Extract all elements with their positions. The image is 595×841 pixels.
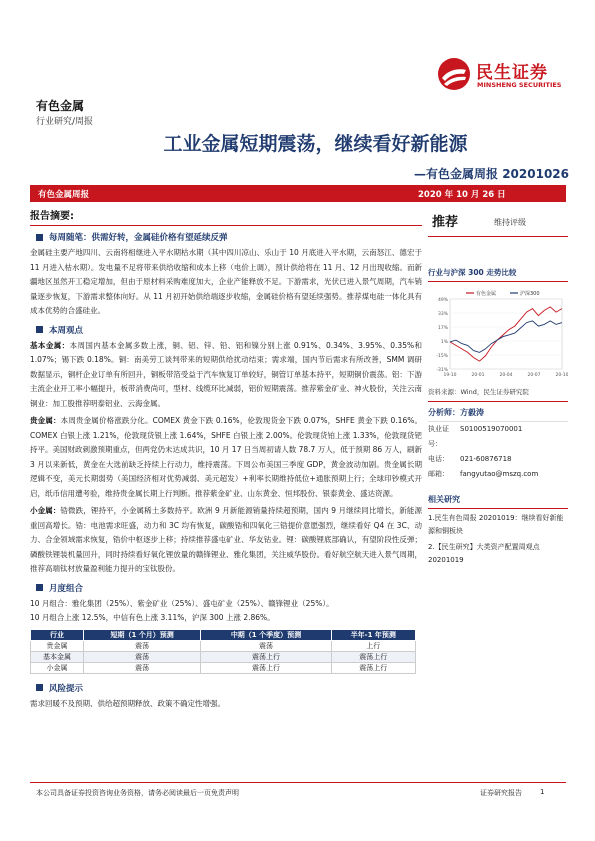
minor-metals-text: 锆微跌，锂持平，小金属稀土多数持平。欧洲 9 月新能源销量持续超预期，国内 9 月继续同比增长，新能源重回高增长。锆：电池需求旺盛，动力和 3C 均有恢复，碳酸锆和四氧化三锆提价意愿强烈，继续看好 Q4 在 3C、动力、合金领域需求恢复，锆价中枢逐步上移；持续推荐盛屯矿业、华友钴业。锂：碳酸锂底部确认，有望阶段性反弹；磷酸铁锂装机量回升，同时持续看好氧化锂放量的赣锋锂业、雅化集团，关注威华股份。看好航空航天进入景气周期，推荐高端钛材放量盈利能力提升的宝钛股份。 bbox=[30, 506, 423, 573]
x-tick-label: 20-01 bbox=[471, 373, 485, 378]
brand-logo bbox=[436, 56, 566, 96]
page-subtitle: —有色金属周报 20201026 bbox=[414, 167, 569, 181]
portfolio-line-1: 10 月组合：雅化集团（25%）、紫金矿业（25%）、盛屯矿业（25%）、赣锋锂业（25%）。 bbox=[30, 598, 334, 608]
precious-metals-paragraph bbox=[30, 414, 422, 501]
table-header-cell: 半年-1 年预测 bbox=[331, 629, 415, 640]
table-cell: 震荡 bbox=[83, 651, 200, 662]
page-number: 1 bbox=[540, 788, 545, 796]
table-header-cell: 中期（1 个季度）预测 bbox=[201, 629, 331, 640]
table-row bbox=[31, 662, 416, 673]
square-bullet-icon bbox=[36, 684, 43, 691]
square-bullet-icon bbox=[36, 234, 43, 241]
rating-block bbox=[428, 207, 568, 237]
section-title: 风险提示 bbox=[49, 683, 84, 694]
analyst-key: 邮箱： bbox=[428, 470, 449, 478]
analyst-row bbox=[428, 452, 568, 467]
minor-metals-label: 小金属： bbox=[30, 506, 61, 515]
table-header-row bbox=[31, 629, 416, 640]
table-cell: 上行 bbox=[331, 640, 415, 651]
section-title: 月度组合 bbox=[49, 583, 84, 594]
table-cell: 小金属 bbox=[31, 662, 84, 673]
analyst-heading: 分析师：方毅涛 bbox=[428, 407, 568, 422]
summary-heading: 报告摘要: bbox=[30, 207, 422, 226]
table-cell: 震荡上行 bbox=[331, 662, 415, 673]
table-cell: 震荡 bbox=[83, 640, 200, 651]
section-title: 每周随笔：供需好转，金属硅价格有望延续反弹 bbox=[49, 233, 228, 243]
brand-name-cn: 民生证券 bbox=[476, 63, 548, 83]
table-header-cell: 行业 bbox=[31, 629, 84, 640]
square-bullet-icon bbox=[36, 326, 43, 333]
analyst-value: S0100519070001 bbox=[460, 425, 523, 433]
band-report-name: 有色金属周报 bbox=[38, 190, 90, 200]
chart-source: 资料来源：Wind，民生证券研究院 bbox=[428, 387, 568, 402]
table-cell: 震荡 bbox=[83, 662, 200, 673]
footer-label: 证券研究报告 bbox=[480, 789, 522, 797]
square-bullet-icon bbox=[36, 584, 43, 591]
section-heading-portfolio bbox=[36, 582, 422, 594]
x-tick-label: 20-07 bbox=[527, 373, 541, 378]
footer-disclaimer: 本公司具备证券投资咨询业务资格，请务必阅读最后一页免责声明 bbox=[36, 789, 239, 797]
header-band bbox=[30, 185, 566, 202]
table-cell: 震荡 bbox=[201, 640, 331, 651]
y-tick-label: 1% bbox=[440, 340, 448, 345]
table-row bbox=[31, 640, 416, 651]
legend-label: 有色金属 bbox=[476, 291, 497, 297]
analyst-row bbox=[428, 467, 568, 482]
related-item[interactable]: 1.民生有色周报 20201019：继续看好新能源和铜板块 bbox=[428, 514, 564, 535]
y-tick-label: 33% bbox=[437, 312, 448, 317]
related-item[interactable]: 2.【民生研究】大类资产配置周观点 20201019 bbox=[428, 543, 540, 564]
table-cell: 震荡上行 bbox=[331, 651, 415, 662]
rating-label: 推荐 bbox=[432, 215, 459, 230]
base-metals-label: 基本金属： bbox=[30, 340, 70, 350]
x-tick-label: 20-04 bbox=[499, 373, 513, 378]
performance-chart bbox=[428, 285, 568, 383]
analyst-row bbox=[428, 422, 568, 452]
summary-column bbox=[30, 207, 422, 714]
section-heading-essay bbox=[36, 231, 422, 243]
related-heading: 相关研究 bbox=[428, 494, 568, 509]
minor-metals-paragraph bbox=[30, 504, 422, 577]
band-date: 2020 年 10 月 26 日 bbox=[418, 190, 506, 200]
chart-title: 行业与沪深 300 走势比较 bbox=[428, 267, 568, 282]
sidebar-column bbox=[428, 207, 568, 567]
rating-note: 维持评级 bbox=[494, 218, 526, 227]
page-title: 工业金属短期震荡，继续看好新能源 bbox=[163, 133, 468, 155]
analyst-value: 021-60876718 bbox=[460, 455, 512, 463]
x-tick-label: 20-10 bbox=[555, 373, 568, 378]
forecast-table bbox=[30, 629, 416, 674]
section-heading-risk bbox=[36, 682, 422, 694]
base-metals-text: 本周国内基本金属多数上涨，铜、铝、锌、铅、铝和镍分别上涨 0.91%、0.34%、3.95%、0.35%和 1.07%；锡下跌 0.18%。铜：南美劳工谈判带来的短期供给扰动结束；需求端，国内节后需求有所改善，SMM 调研数据显示，铜杆企业订单有所回升，铜板带箔受益于汽车恢复订单较好，铜管订单基本持平，短期铜价震荡。铝：下游主流企业开工率小幅提升，板带消费尚可，型材、线缆环比减弱，铝价短期震荡。推荐紫金矿业、神火股份，关注云南铜业：加工股推荐明泰铝业、云海金属。 bbox=[30, 340, 423, 408]
y-tick-label: -15% bbox=[436, 354, 448, 359]
table-cell: 贵金属 bbox=[31, 640, 84, 651]
x-tick-label: 19-10 bbox=[443, 373, 457, 378]
y-tick-label: 49% bbox=[437, 298, 448, 303]
performance-chart-svg bbox=[428, 285, 568, 383]
essay-paragraph: 金属硅主要产地四川、云南将相继进入平水期枯水期（其中四川凉山、乐山于 10 月底进入平水期，云南怒江、德宏于 11 月进入枯水期）。发电量不足将带来供给收缩和成本上移（电价上调），预计供给将在 11 月、12 月出现收缩。而新疆地区虽然开工稳定增加，但由于原材料采购难度加大，企业产能释放不足。下游需求，光伏已进入景气周期，汽车销量逐步恢复，下游需求整体向好。从 11 月初开始供给端逐步收缩，金属硅价格有望延续强势。推荐煤电硅一体化具有成本优势的合盛硅业。 bbox=[30, 248, 422, 315]
table-cell: 震荡上行 bbox=[201, 651, 331, 662]
brand-name-en: MINSHENG SECURITIES bbox=[477, 81, 562, 89]
base-metals-paragraph bbox=[30, 339, 422, 412]
sector-label: 有色金属 bbox=[36, 99, 85, 113]
y-tick-label: 17% bbox=[437, 326, 448, 331]
analyst-key: 电话： bbox=[428, 455, 449, 463]
section-title: 本周观点 bbox=[49, 325, 84, 336]
analyst-email[interactable]: fangyutao@mszq.com bbox=[460, 470, 539, 478]
brand-mark-icon bbox=[436, 56, 472, 92]
section-heading-views bbox=[36, 324, 422, 336]
precious-metals-label: 贵金属： bbox=[30, 416, 61, 425]
table-cell: 基本金属 bbox=[31, 651, 84, 662]
y-tick-label: -31% bbox=[436, 368, 448, 373]
footer-divider bbox=[30, 782, 566, 783]
precious-metals-text: 本周贵金属价格涨跌分化。COMEX 黄金下跌 0.16%，伦敦现货金下跌 0.07%，SHFE 黄金下跌 0.16%。COMEX 白银上涨 1.21%，伦敦现货银上涨 1.64%，SHFE 白银上涨 2.00%。伦敦现货铂上涨 1.33%，伦敦现货钯持平。美国财政刺激预期重点，但两党仍未达成共识，10 月 17 日当周初请人数 78.7 万人，低于预期 86 万人，刷新 3 月以来新低，黄金在大选前缺乏持续上行动力，维持震荡。下周公布美国三季度 GDP，黄金波动加剧。贵金属长期逻辑不变，美元长期弱势（美国经济相对优势减弱、美元超发）+利率长期维持低位+通胀预期上行；全球印钞模式开启，纸币信用遭考验，维持贵金属长期上行判断。推荐紫金矿业、山东黄金、恒邦股份、银泰黄金、盛达资源。 bbox=[30, 416, 423, 498]
risk-paragraph: 需求回暖不及预期、供给超预期释放、政策不确定性增强。 bbox=[30, 698, 225, 708]
report-type: 行业研究/周报 bbox=[36, 117, 94, 127]
legend-label: 沪深300 bbox=[520, 291, 540, 297]
analyst-key: 执业证号： bbox=[428, 425, 449, 448]
portfolio-line-2: 10 月组合上涨 12.5%，中信有色上涨 3.11%，沪深 300 上涨 2.86%。 bbox=[30, 613, 275, 622]
table-header-cell: 短期（1 个月）预测 bbox=[83, 629, 200, 640]
table-row bbox=[31, 651, 416, 662]
table-cell: 震荡上行 bbox=[201, 662, 331, 673]
